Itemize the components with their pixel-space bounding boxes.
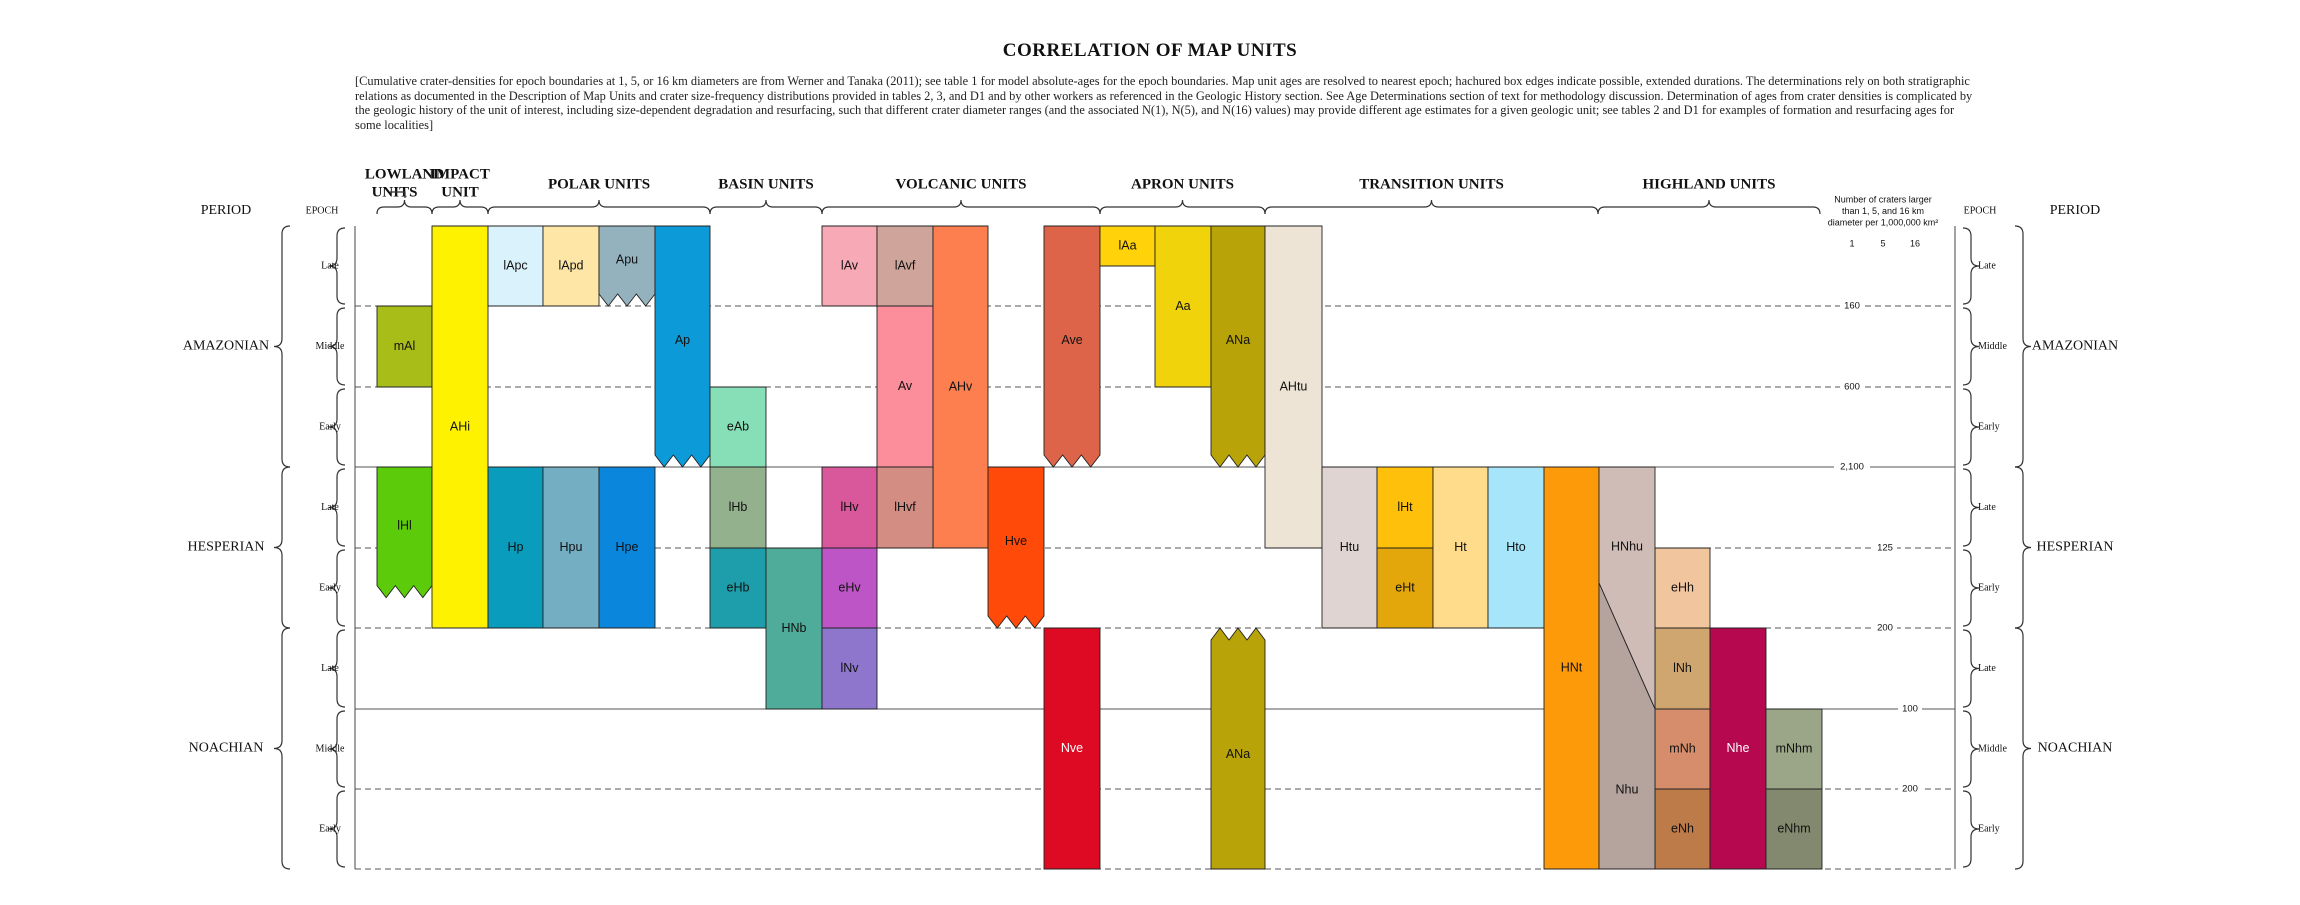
epoch-brace-right — [1963, 711, 1979, 787]
period-brace-right — [2015, 467, 2031, 628]
unit-label: Hpe — [615, 539, 639, 554]
group-label: LOWLAND — [364, 166, 445, 183]
unit-label: lAvf — [894, 258, 916, 273]
epoch-label-left: Early — [319, 823, 341, 835]
unit-label: ANa — [1225, 746, 1251, 761]
period-brace-left — [274, 226, 290, 467]
period-brace-right — [2015, 226, 2031, 467]
boundary-value: 2,100 — [1840, 461, 1864, 473]
boundary-value: 200 — [1877, 622, 1893, 634]
boundary-value: 100 — [1902, 703, 1918, 715]
epoch-label-left: Late — [321, 501, 339, 513]
unit-label: Apu — [615, 252, 639, 267]
unit-label: eHb — [726, 580, 750, 595]
unit-label: Ap — [674, 332, 691, 347]
group-brace — [1100, 200, 1265, 214]
chart-title: CORRELATION OF MAP UNITS — [1002, 40, 1298, 61]
epoch-brace-right — [1963, 228, 1979, 304]
epoch-label-right: Late — [1978, 260, 1996, 272]
unit-label: eHh — [1671, 580, 1694, 595]
epoch-label-left: Late — [321, 662, 339, 674]
unit-label: lAv — [840, 258, 859, 273]
crater-column-label: 5 — [1880, 238, 1886, 249]
crater-note-line: Number of craters larger — [1834, 194, 1932, 205]
crater-column-label: 16 — [1909, 238, 1921, 249]
unit-label: AHi — [449, 419, 471, 434]
crater-note-line: than 1, 5, and 16 km — [1841, 205, 1925, 216]
period-label-right: NOACHIAN — [2037, 740, 2113, 756]
period-brace-left — [274, 628, 290, 869]
period-label-right: AMAZONIAN — [2031, 338, 2119, 354]
epoch-header-left: EPOCH — [305, 205, 339, 217]
unit-label: Aa — [1175, 298, 1191, 313]
boundary-value: 600 — [1844, 381, 1860, 393]
epoch-label-left: Early — [319, 421, 341, 433]
unit-label: Nve — [1060, 740, 1084, 755]
epoch-brace-right — [1963, 630, 1979, 707]
group-label: VOLCANIC UNITS — [895, 176, 1027, 193]
unit-label: mNhm — [1775, 741, 1813, 756]
period-label-left: HESPERIAN — [187, 539, 265, 555]
unit-label: lApc — [503, 258, 528, 273]
epoch-label-left: Late — [321, 260, 339, 272]
epoch-label-left: Middle — [315, 340, 345, 352]
unit-label: Av — [897, 378, 913, 393]
epoch-label-right: Late — [1978, 501, 1996, 513]
boundary-value: 125 — [1877, 542, 1893, 554]
epoch-brace-right — [1963, 308, 1979, 385]
unit-label: eHv — [838, 580, 861, 595]
unit-label: eNhm — [1777, 821, 1811, 836]
explanatory-note: [Cumulative crater-densities for epoch boundaries at 1, 5, or 16 km diameters are from Werner and Tanaka (2011); see table 1 for model absolute-ages for the epoch boundaries. Map unit ages are resolved to nearest epoch; hachured box edges indicate possible, extended durations. The determinations rely on both stratigraphic relations as documented in the Description of Map Units and crater size-frequency distributions provided in tables 2, 3, and D1 and by other workers as referenced in the Geologic History section. See Age Determinations section of text for methodology discussion. Determination of ages from crater densities is complicated by the geologic history of the unit of interest, including size-dependent degradation and resurfacing, such that different crater diameter ranges (and the associated N(1), N(5), and N(16) values) may provide different age estimates for a given geologic unit; see tables 2 and D1 for examples of formation and resurfacing ages for some localities] — [355, 74, 1973, 132]
unit-label: Ht — [1454, 539, 1467, 554]
unit-label: Nhu — [1615, 782, 1639, 797]
epoch-label-right: Middle — [1978, 340, 2007, 352]
epoch-label-right: Middle — [1978, 743, 2007, 755]
unit-label: Ave — [1061, 332, 1083, 347]
epoch-label-right: Early — [1978, 582, 2000, 594]
boundary-value: 160 — [1844, 300, 1860, 312]
unit-label: AHv — [948, 379, 973, 394]
unit-label: lNh — [1673, 660, 1692, 675]
epoch-brace-right — [1963, 469, 1979, 546]
group-brace — [488, 200, 710, 214]
group-brace — [1265, 200, 1598, 214]
period-label-left: AMAZONIAN — [182, 338, 270, 354]
group-brace — [377, 200, 432, 214]
group-label: APRON UNITS — [1131, 176, 1234, 193]
epoch-label-right: Late — [1978, 662, 1996, 674]
unit-label: eAb — [726, 419, 750, 434]
unit-label: Htu — [1339, 539, 1360, 554]
unit-label: lHb — [728, 499, 748, 514]
unit-label: lApd — [558, 258, 584, 273]
group-brace — [1598, 200, 1820, 214]
epoch-label-left: Middle — [315, 743, 345, 755]
group-label: UNITS — [371, 184, 418, 201]
unit-label: HNb — [781, 620, 807, 635]
period-header-left: PERIOD — [200, 203, 252, 219]
period-brace-left — [274, 467, 290, 628]
period-brace-right — [2015, 628, 2031, 869]
unit-label: ANa — [1225, 332, 1251, 347]
unit-label: HNt — [1560, 660, 1583, 675]
unit-label: HNhu — [1611, 539, 1643, 554]
unit-label: lHt — [1397, 499, 1413, 514]
group-brace — [710, 200, 822, 214]
period-label-right: HESPERIAN — [2036, 539, 2114, 555]
unit-label: lHvf — [894, 499, 916, 514]
epoch-brace-right — [1963, 791, 1979, 867]
unit-label: lNv — [840, 660, 859, 675]
group-label: POLAR UNITS — [547, 176, 651, 193]
unit-label: lAa — [1118, 238, 1137, 253]
unit-label: lHv — [840, 499, 859, 514]
unit-label: eHt — [1395, 580, 1415, 595]
group-label: TRANSITION UNITS — [1359, 176, 1504, 193]
group-brace — [822, 200, 1100, 214]
unit-label: Hto — [1506, 539, 1526, 554]
crater-note-line: diameter per 1,000,000 km² — [1827, 217, 1939, 228]
group-label: BASIN UNITS — [718, 176, 814, 193]
boundary-value: 200 — [1902, 783, 1918, 795]
unit-label: Nhe — [1726, 740, 1750, 755]
unit-label: AHtu — [1279, 379, 1308, 394]
period-header-right: PERIOD — [2049, 203, 2101, 219]
epoch-label-right: Early — [1978, 421, 2000, 433]
unit-label: eNh — [1671, 821, 1694, 836]
unit-label: Hpu — [559, 539, 583, 554]
unit-label: mAl — [393, 338, 416, 353]
group-brace — [432, 200, 488, 214]
unit-label: mNh — [1669, 741, 1696, 756]
unit-label: lHl — [397, 518, 412, 533]
epoch-brace-right — [1963, 550, 1979, 626]
period-label-left: NOACHIAN — [188, 740, 264, 756]
epoch-brace-right — [1963, 389, 1979, 465]
group-label: UNIT — [441, 184, 479, 201]
unit-label: Hp — [507, 539, 524, 554]
group-label: IMPACT — [430, 166, 490, 183]
epoch-header-right: EPOCH — [1963, 205, 1997, 217]
unit-label: Hve — [1004, 533, 1028, 548]
group-label: HIGHLAND UNITS — [1642, 176, 1776, 193]
epoch-label-left: Early — [319, 582, 341, 594]
crater-column-label: 1 — [1849, 238, 1855, 249]
epoch-label-right: Early — [1978, 823, 2000, 835]
